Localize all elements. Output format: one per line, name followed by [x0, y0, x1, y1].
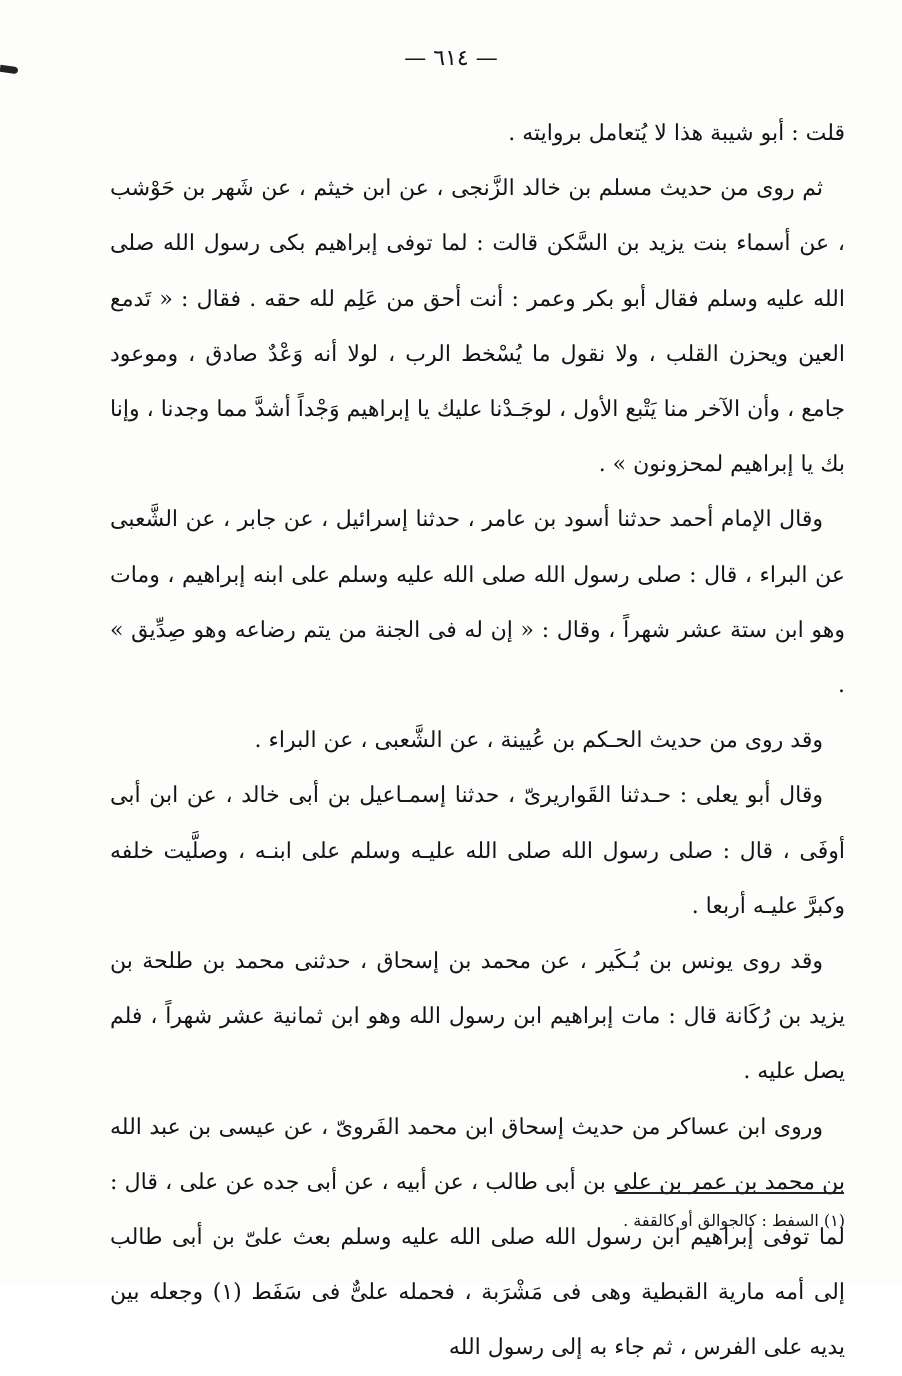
- paragraph: وقد روى من حديث الحـكم بن عُيينة ، عن الشَّعبى ، عن البراء .: [254, 728, 823, 754]
- footnote: (١) السفط : كالجوالق أو كالقفة .: [623, 1211, 845, 1230]
- paragraph: وقال الإمام أحمد حدثنا أسود بن عامر ، حدثنا إسرائيل ، عن جابر ، عن الشَّعبى عن البراء ، قال : صلى رسول الله صلى الله عليه وسلم على ابنه إبراهيم ، ومات وهو ابن ستة عشر شهراً ، وقال : « إن له فى الجنة من يتم رضاعه وهو صِدِّيق » .: [110, 507, 845, 699]
- paragraph: وقد روى يونس بن بُـكَير ، عن محمد بن إسحاق ، حدثنى محمد بن طلحة بن يزيد بن رُكَانة قال : مات إبراهيم ابن رسول الله وهو ابن ثمانية عشر شهراً ، فلم يصل عليه .: [110, 949, 845, 1085]
- paragraph: قلت : أبو شيبة هذا لا يُتعامل بروايته .: [508, 121, 845, 146]
- footnote-divider: [616, 1192, 844, 1194]
- paragraph: ثم روى من حديث مسلم بن خالد الزَّنجى ، عن ابن خيثم ، عن شَهر بن حَوْشب ، عن أسماء بنت يزيد بن السَّكن قالت : لما توفى إبراهيم بكى رسول الله صلى الله عليه وسلم فقال أبو بكر وعمر : أنت أحق من عَلِم لله حقه . فقال : « تَدمع العين ويحزن القلب ، ولا نقول ما يُسْخط الرب ، لولا أنه وَعْدٌ صادق ، وموعود جامع ، وأن الآخر منا يَتْبع الأول ، لوجَـدْنا عليك يا إبراهيم وَجْداً أشدَّ مما وجدنا ، وإنا بك يا إبراهيم لمحزونون » .: [110, 176, 845, 478]
- paragraph: وقال أبو يعلى : حـدثنا القَواريرىّ ، حدثنا إسمـاعيل بن أبى خالد ، عن ابن أبى أوفَى ، قال : صلى رسول الله صلى الله عليـه وسلم على ابنـه ، وصلَّيت خلفه وكبرَّ عليـه أربعا .: [110, 783, 845, 919]
- paragraph: وروى ابن عساكر من حديث إسحاق ابن محمد الفَروىّ ، عن عيسى بن عبد الله بن محمد بن عمر بن على بن أبى طالب ، عن أبيه ، عن أبى جده عن على ، قال : لما توفى إبراهيم ابن رسول الله صلى الله عليه وسلم بعث علىّ بن أبى طالب إلى أمه مارية القبطية وهى فى مَشْرَبة ، فحمله علىٌّ فى سَفَط (١) وجعله بين يديه على الفرس ، ثم جاء به إلى رسول الله: [110, 1114, 845, 1361]
- page-number: — ٦١٤ —: [404, 46, 498, 71]
- main-text: [110, 106, 845, 1376]
